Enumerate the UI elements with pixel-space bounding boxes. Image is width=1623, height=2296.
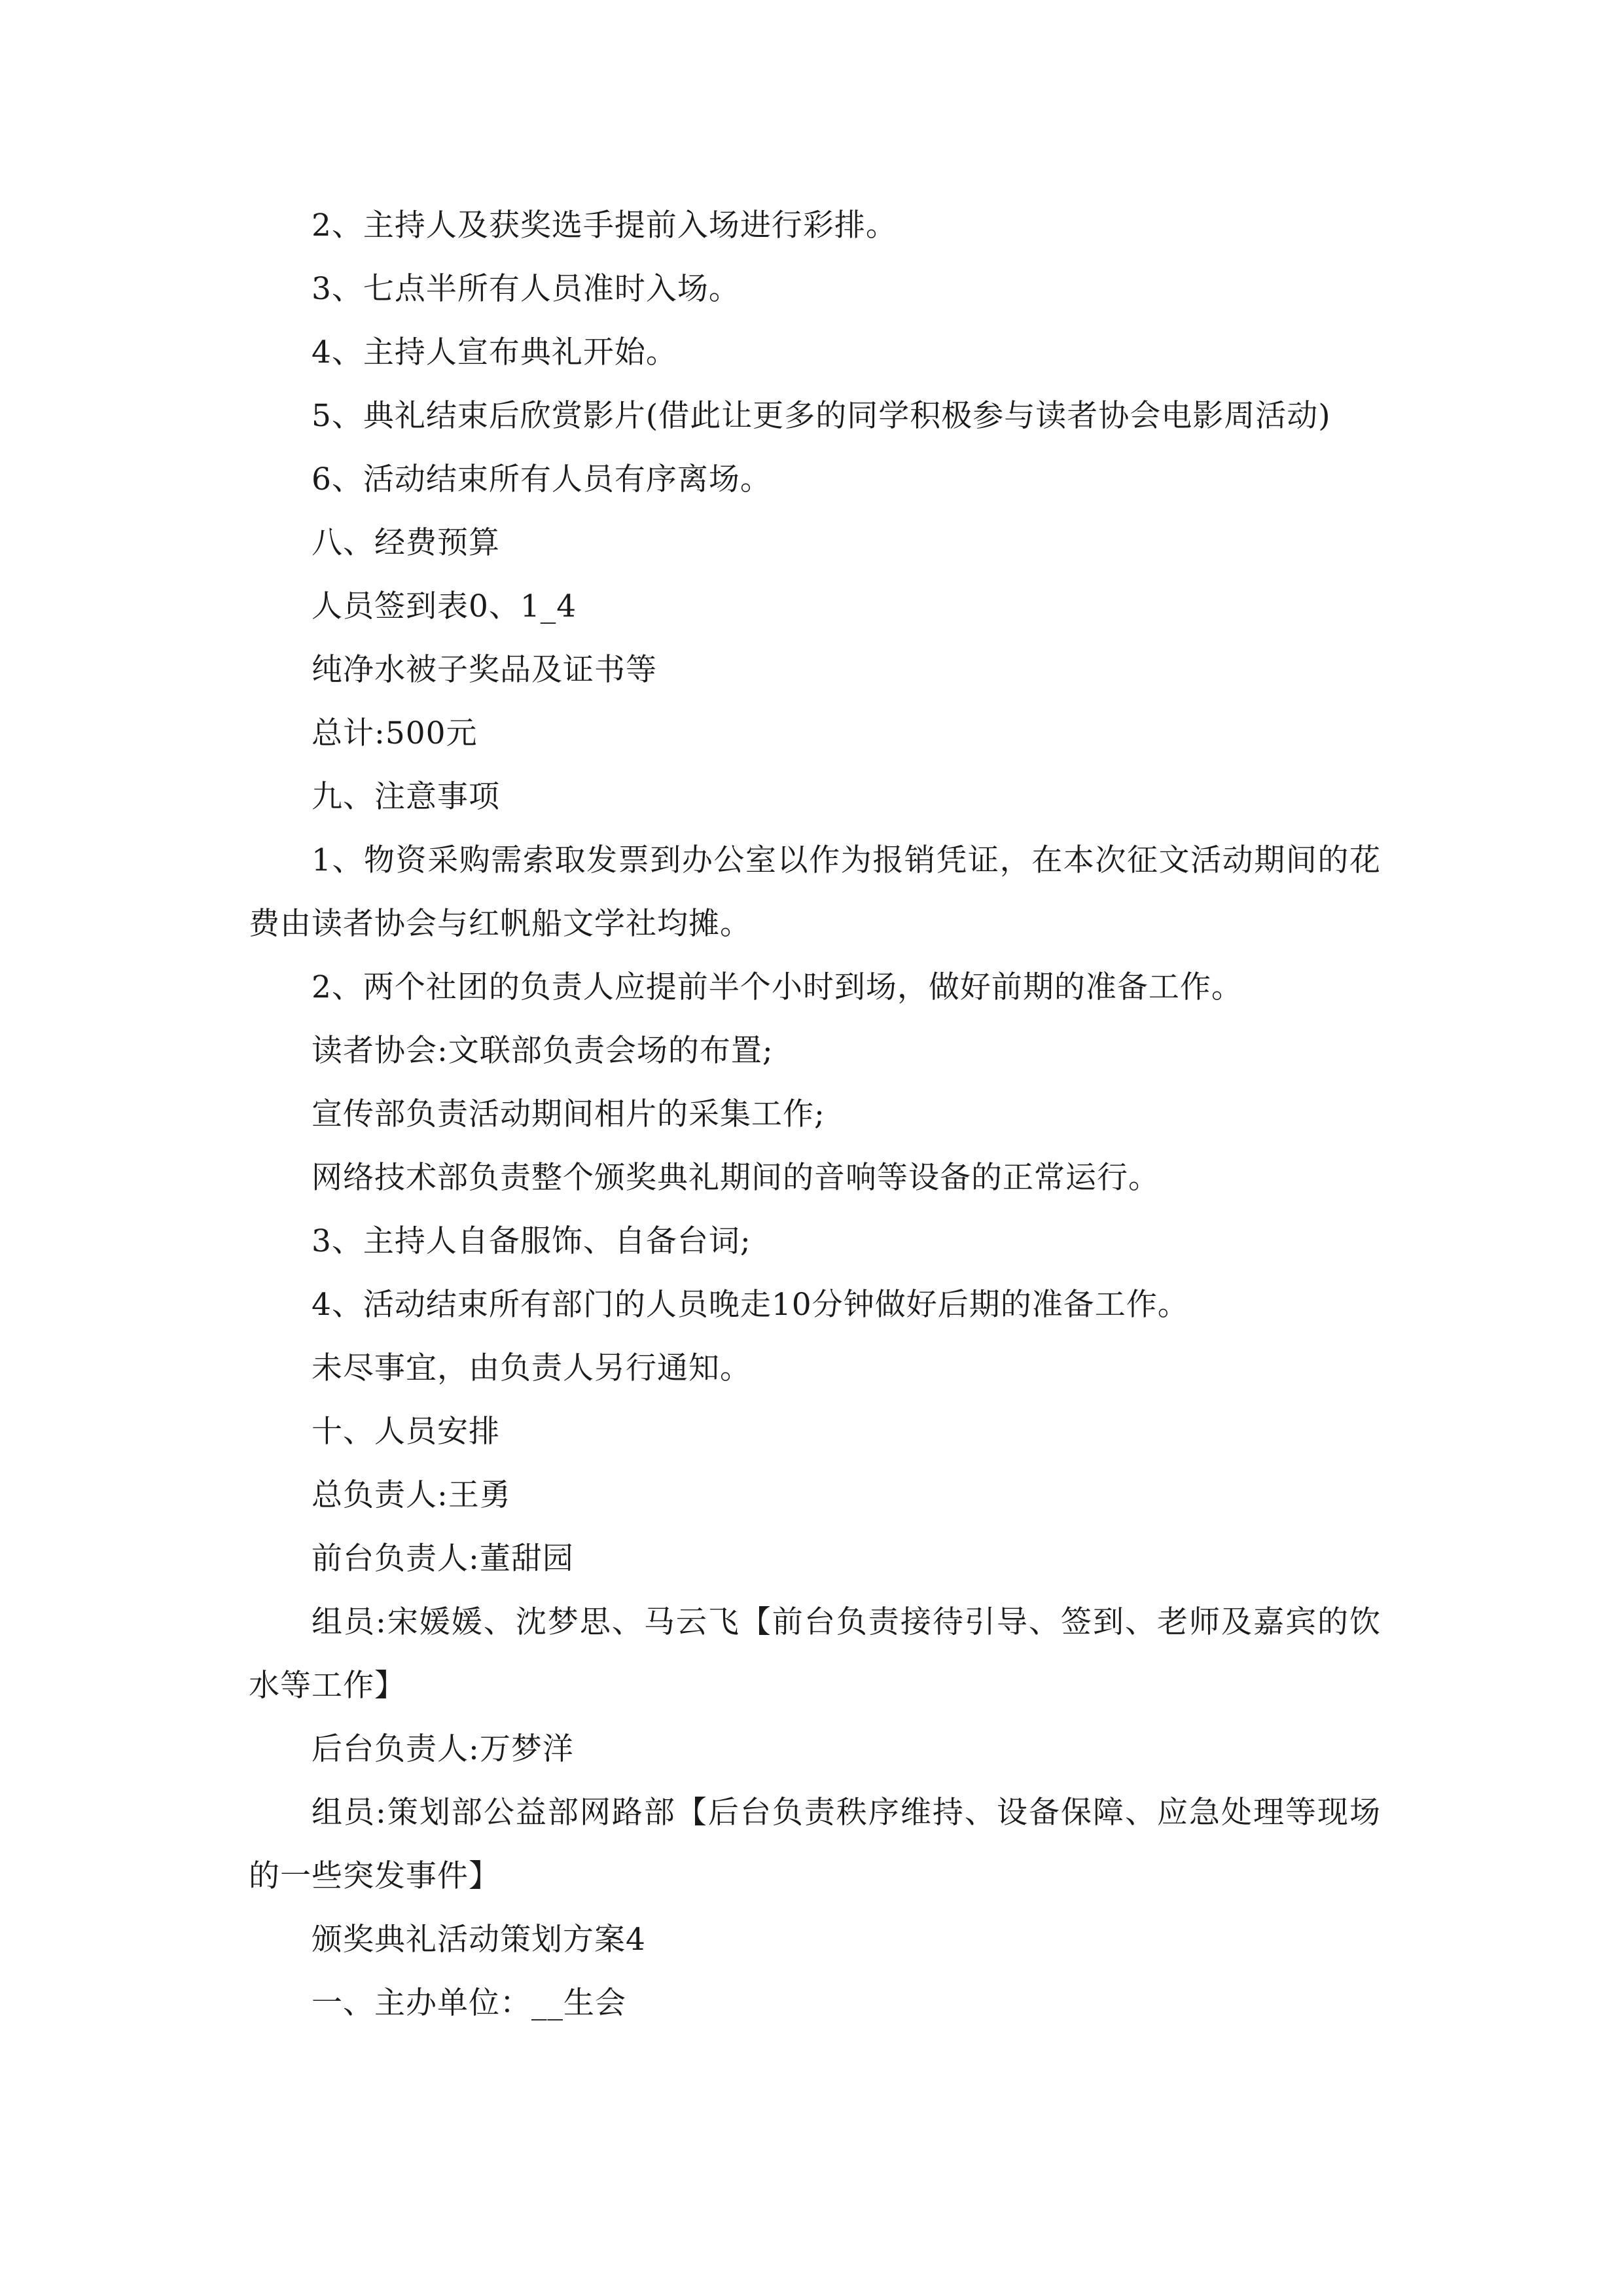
paragraph-publicity: 宣传部负责活动期间相片的采集工作; <box>312 1096 825 1132</box>
paragraph-entry-time: 3、七点半所有人员准时入场。 <box>312 271 740 307</box>
paragraph-invoice: 1、物资采购需索取发票到办公室以作为报销凭证，在本次征文活动期间的花费由读者协会与红帆船文学社均摊。 <box>249 842 1381 942</box>
paragraph-supplies: 纯净水被子奖品及证书等 <box>312 652 657 688</box>
paragraph-signin-sheet: 人员签到表0、1_4 <box>312 588 577 624</box>
paragraph-chief: 总负责人:王勇 <box>312 1477 511 1513</box>
paragraph-host-attire: 3、主持人自备服饰、自备台词; <box>312 1223 751 1259</box>
paragraph-back-members: 组员:策划部公益部网路部【后台负责秩序维持、设备保障、应急处理等现场的一些突发事件】 <box>249 1795 1381 1894</box>
paragraph-exit: 6、活动结束所有人员有序离场。 <box>312 461 772 497</box>
heading-notes: 九、注意事项 <box>312 779 500 815</box>
paragraph-front-lead: 前台负责人:董甜园 <box>312 1541 574 1577</box>
paragraph-total: 总计:500元 <box>312 715 478 751</box>
paragraph-unfinished: 未尽事宜，由负责人另行通知。 <box>312 1350 751 1386</box>
paragraph-ceremony-start: 4、主持人宣布典礼开始。 <box>312 334 677 370</box>
paragraph-network-tech: 网络技术部负责整个颁奖典礼期间的音响等设备的正常运行。 <box>312 1160 1160 1196</box>
paragraph-rehearsal: 2、主持人及获奖选手提前入场进行彩排。 <box>312 207 897 243</box>
paragraph-stay-late: 4、活动结束所有部门的人员晚走10分钟做好后期的准备工作。 <box>312 1287 1189 1323</box>
paragraph-leaders-arrive: 2、两个社团的负责人应提前半个小时到场，做好前期的准备工作。 <box>312 969 1243 1005</box>
paragraph-organizer: 一、主办单位：__生会 <box>312 1985 626 2021</box>
heading-staffing: 十、人员安排 <box>312 1414 500 1450</box>
paragraph-readers-association: 读者协会:文联部负责会场的布置; <box>312 1033 774 1069</box>
paragraph-film-viewing: 5、典礼结束后欣赏影片(借此让更多的同学积极参与读者协会电影周活动) <box>312 398 1331 434</box>
heading-budget: 八、经费预算 <box>312 525 500 561</box>
heading-plan-4: 颁奖典礼活动策划方案4 <box>312 1922 646 1958</box>
paragraph-front-members: 组员:宋媛媛、沈梦思、马云飞【前台负责接待引导、签到、老师及嘉宾的饮水等工作】 <box>249 1604 1381 1704</box>
paragraph-back-lead: 后台负责人:万梦洋 <box>312 1731 574 1767</box>
document-body <box>249 194 1381 2035</box>
